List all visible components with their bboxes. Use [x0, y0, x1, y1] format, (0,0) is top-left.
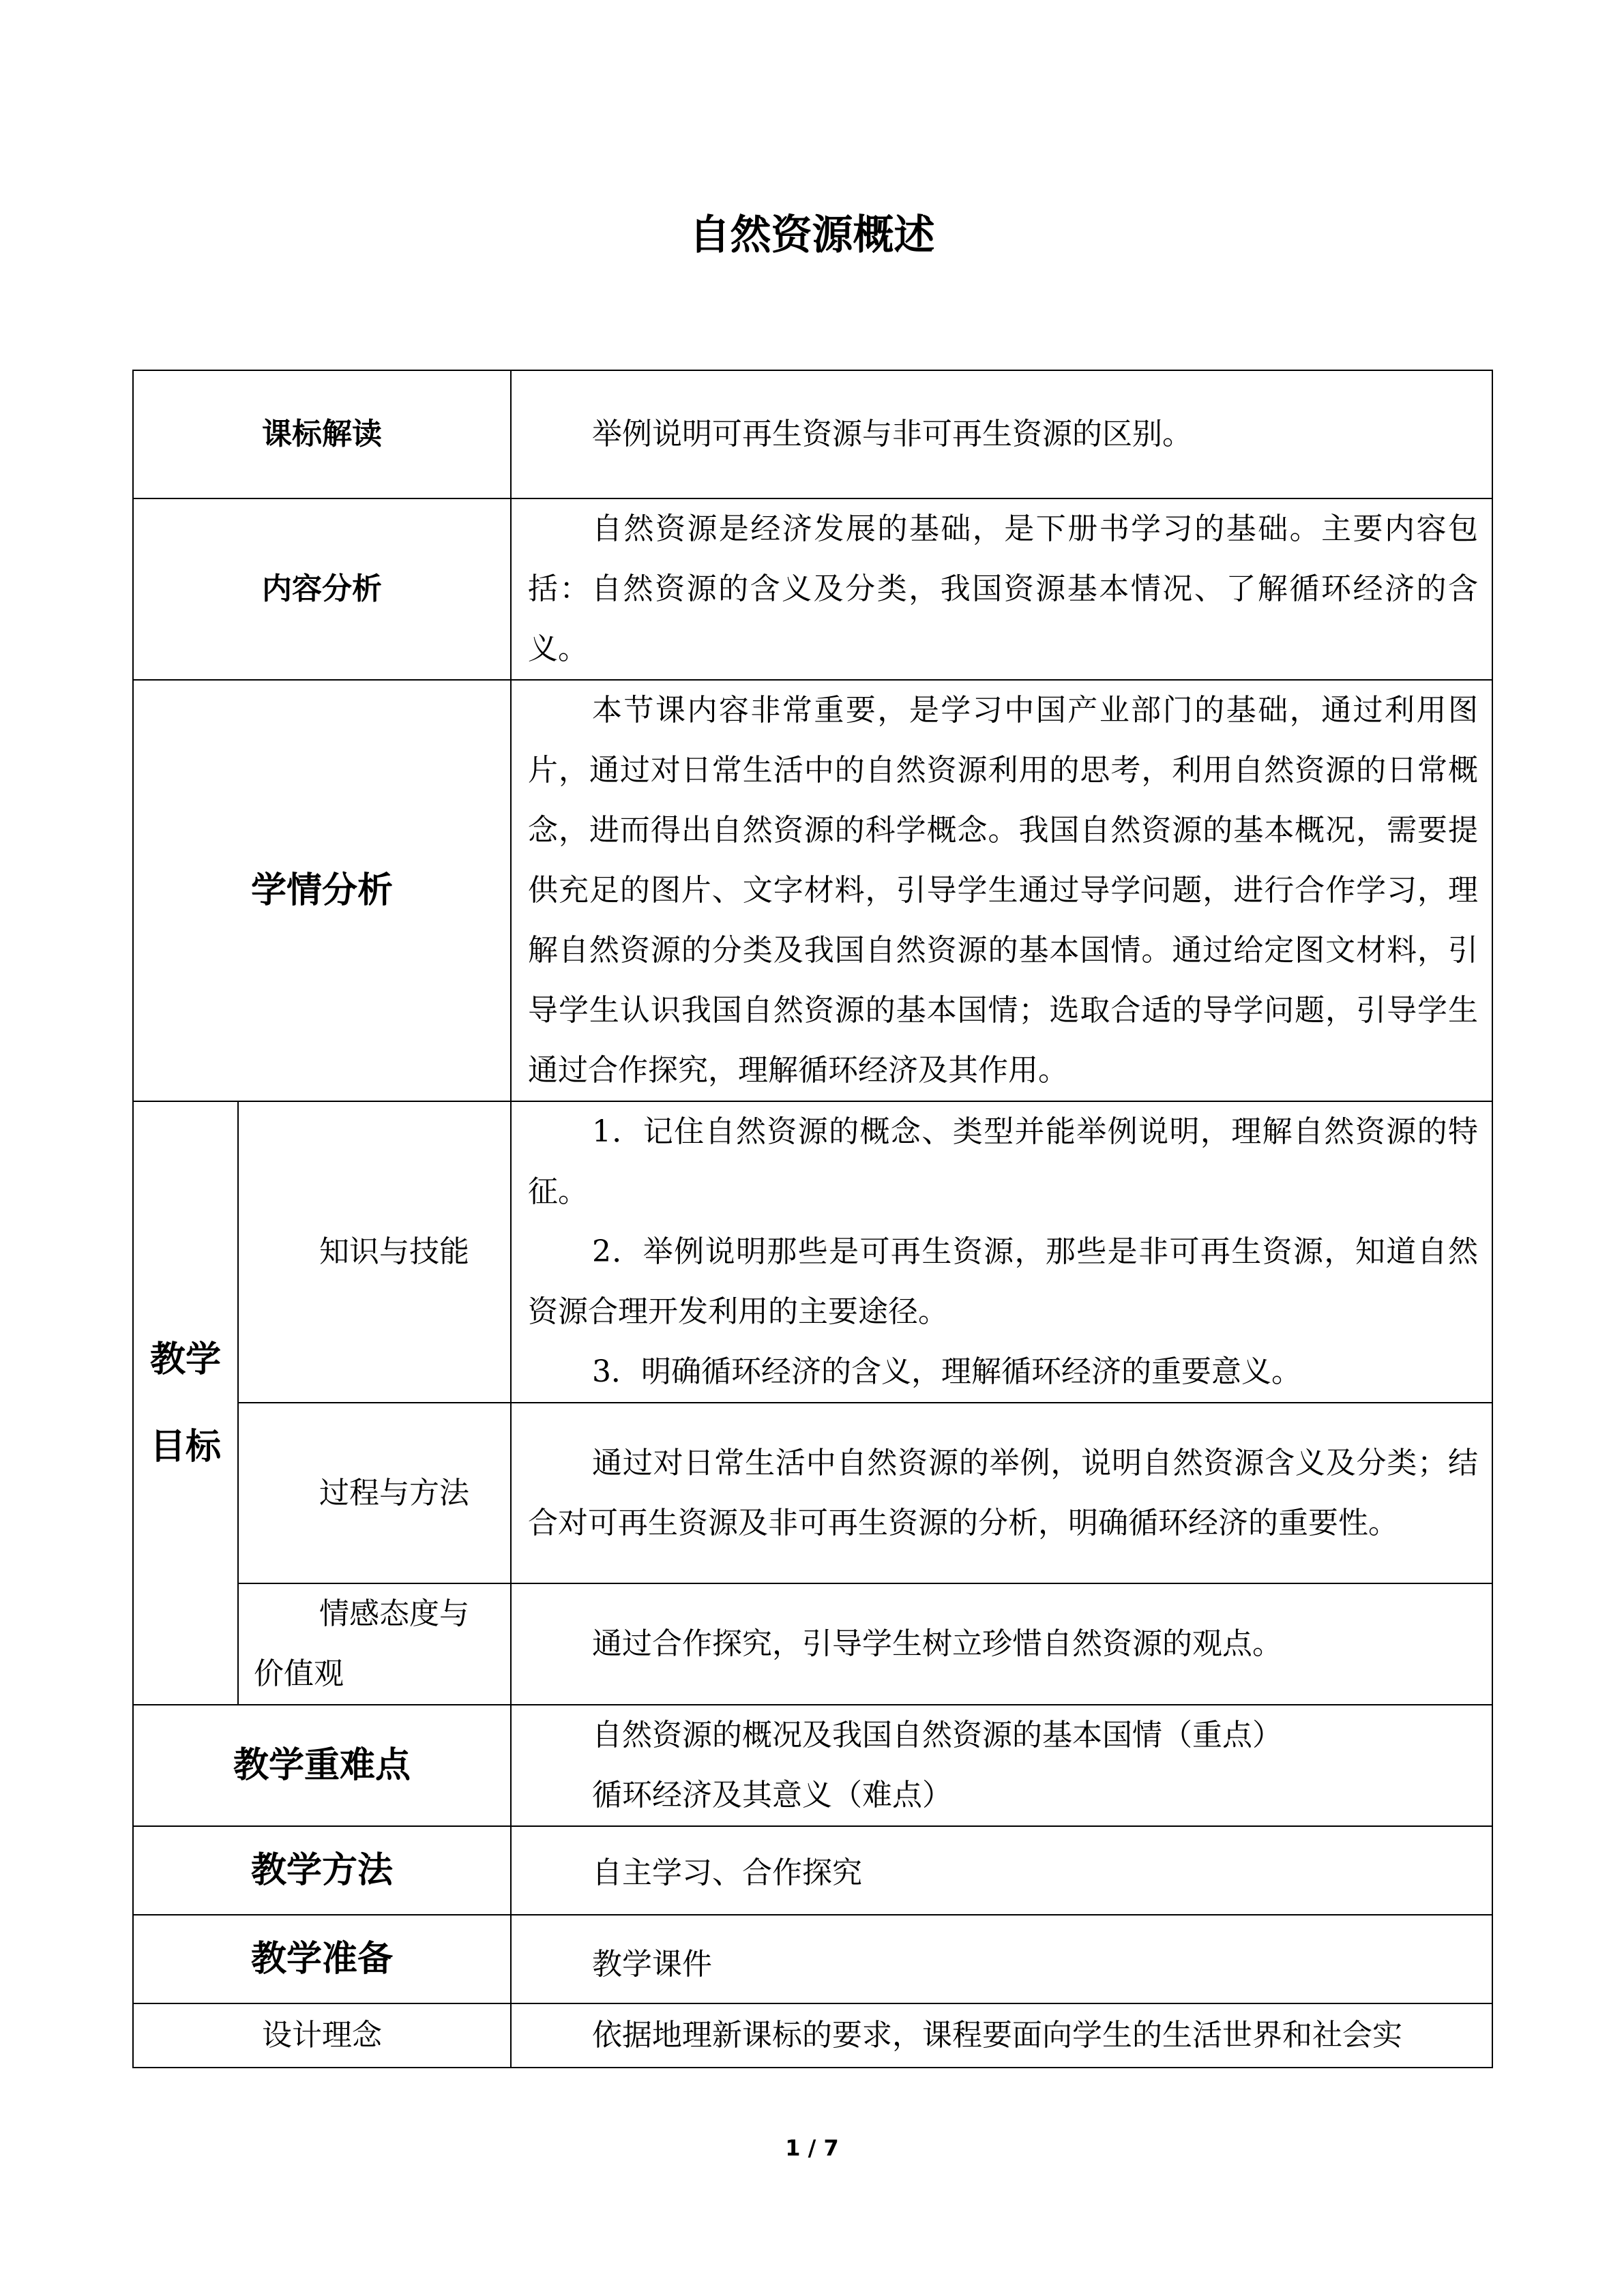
row-linian [133, 2003, 1492, 2068]
lesson-plan-table [132, 370, 1493, 2068]
zhishi-item-3: 3．明确循环经济的含义，理解循环经济的重要意义。 [592, 1354, 1301, 1389]
row-label [133, 680, 511, 1101]
row-fangfa [133, 1826, 1492, 1915]
row-zhishi [133, 1101, 1492, 1403]
row-zhunbei [133, 1915, 1492, 2003]
row-content [511, 1915, 1492, 2003]
row-label [133, 498, 511, 680]
neirong-content: 自然资源是经济发展的基础，是下册书学习的基础。主要内容包括：自然资源的含义及分类，我国资源基本情况、了解循环经济的含义。 [528, 511, 1478, 666]
guocheng-label: 过程与方法 [319, 1475, 469, 1510]
page-number: 1 / 7 [785, 2135, 839, 2161]
zhongnandian-label: 教学重难点 [233, 1745, 411, 1786]
linian-label: 设计理念 [262, 2018, 382, 2053]
mubiao-label-line2: 目标 [149, 1426, 221, 1467]
xueqing-content: 本节课内容非常重要，是学习中国产业部门的基础，通过利用图片，通过对日常生活中的自然资源利用的思考，利用自然资源的日常概念，进而得出自然资源的科学概念。我国自然资源的基本概况，需要提供充足的图片、文字材料，引导学生通过导学问题，进行合作学习，理解自然资源的分类及我国自然资源的基本国情。通过给定图文材料，引导学生认识我国自然资源的基本国情；选取合适的导学问题，引导学生通过合作探究，理解循环经济及其作用。 [528, 693, 1478, 1088]
fangfa-label: 教学方法 [250, 1850, 393, 1891]
row-zhongnandian [133, 1705, 1492, 1826]
zhunbei-content: 教学课件 [592, 1947, 712, 1982]
zhishi-item-2: 2．举例说明那些是可再生资源，那些是非可再生资源，知道自然资源合理开发利用的主要途径。 [528, 1234, 1478, 1329]
row-label [133, 1705, 511, 1826]
kebiao-content: 举例说明可再生资源与非可再生资源的区别。 [592, 417, 1192, 451]
mubiao-label [133, 1101, 238, 1705]
row-content [511, 498, 1492, 680]
sub-label [238, 1101, 511, 1403]
zhongnandian-line1: 自然资源的概况及我国自然资源的基本国情（重点） [592, 1718, 1282, 1753]
guocheng-content: 通过对日常生活中自然资源的举例，说明自然资源含义及分类；结合对可再生资源及非可再生资源的分析，明确循环经济的重要性。 [528, 1445, 1478, 1540]
row-xueqing [133, 680, 1492, 1101]
sub-label [238, 1403, 511, 1583]
linian-content: 依据地理新课标的要求，课程要面向学生的生活世界和社会实 [592, 2018, 1402, 2053]
row-neirong [133, 498, 1492, 680]
zhongnandian-line2: 循环经济及其意义（难点） [592, 1778, 952, 1813]
row-content [511, 1705, 1492, 1826]
row-qinggan [133, 1583, 1492, 1705]
neirong-label: 内容分析 [262, 571, 382, 606]
row-kebiao [133, 370, 1492, 498]
row-content [511, 1826, 1492, 1915]
xueqing-label: 学情分析 [250, 870, 393, 911]
zhunbei-label: 教学准备 [250, 1939, 393, 1980]
row-content [511, 1403, 1492, 1583]
kebiao-label: 课标解读 [262, 417, 382, 451]
zhishi-label: 知识与技能 [319, 1234, 469, 1269]
row-content [511, 2003, 1492, 2068]
row-content [511, 1583, 1492, 1705]
sub-label [238, 1583, 511, 1705]
qinggan-label-line2: 价值观 [254, 1656, 344, 1691]
row-guocheng [133, 1403, 1492, 1583]
fangfa-content: 自主学习、合作探究 [592, 1855, 862, 1890]
zhishi-item-1: 1．记住自然资源的概念、类型并能举例说明，理解自然资源的特征。 [528, 1114, 1478, 1209]
row-content [511, 1101, 1492, 1403]
row-label [133, 370, 511, 498]
qinggan-label-line1: 情感态度与 [319, 1596, 469, 1631]
row-label [133, 1915, 511, 2003]
mubiao-label-line1: 教学 [149, 1339, 221, 1380]
page-title: 自然资源概述 [689, 211, 935, 259]
row-label [133, 2003, 511, 2068]
row-label [133, 1826, 511, 1915]
qinggan-content: 通过合作探究，引导学生树立珍惜自然资源的观点。 [592, 1626, 1282, 1661]
row-content [511, 370, 1492, 498]
row-content [511, 680, 1492, 1101]
